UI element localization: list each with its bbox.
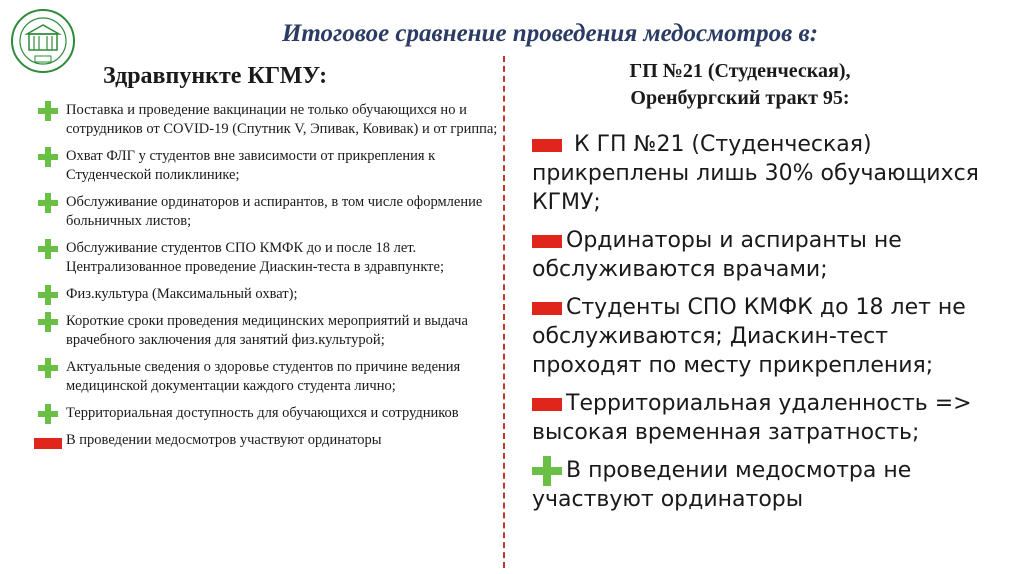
- right-comparison-list: [532, 130, 982, 523]
- green-plus-icon: [38, 147, 58, 167]
- left-column-heading: Здравпункте КГМУ:: [103, 63, 328, 89]
- list-item: [532, 226, 982, 284]
- list-item-text: Студенты СПО КМФК до 18 лет не обслуживаются; Диаскин-тест проходят по месту прикрепления;: [532, 295, 966, 378]
- red-minus-icon: [532, 302, 562, 315]
- list-item-text: Актуальные сведения о здоровье студентов по причине ведения медицинской документации каждого студента лично;: [66, 359, 461, 394]
- list-item-text: В проведении медосмотра не участвуют ординаторы: [532, 458, 912, 512]
- list-item-text: Обслуживание ординаторов и аспирантов, в том числе оформление больничных листов;: [66, 194, 483, 229]
- green-plus-icon: [38, 285, 58, 305]
- green-plus-icon: [38, 101, 58, 121]
- red-minus-icon: [532, 398, 562, 411]
- list-item: [32, 147, 502, 185]
- left-advantages-list: [32, 101, 502, 458]
- list-item: [32, 239, 502, 277]
- list-item-text: В проведении медосмотров участвуют ординаторы: [66, 432, 382, 448]
- red-minus-icon: [34, 438, 62, 449]
- list-item-text: Территориальная удаленность => высокая временная затратность;: [532, 391, 972, 445]
- list-item: [532, 293, 982, 380]
- list-item: [532, 456, 982, 514]
- right-heading-line-1: ГП №21 (Студенческая),: [629, 60, 851, 82]
- green-plus-icon: [38, 404, 58, 424]
- list-item-text: Территориальная доступность для обучающихся и сотрудников: [66, 405, 459, 421]
- list-item: [32, 285, 502, 304]
- list-item: [32, 358, 502, 396]
- list-item-text: Поставка и проведение вакцинации не только обучающихся но и сотрудников от COVID-19 (Спутник V, Эпивак, Ковивак) и от гриппа;: [66, 102, 498, 137]
- red-minus-icon: [532, 139, 562, 152]
- list-item: [32, 101, 502, 139]
- list-item-text: Ординаторы и аспиранты не обслуживаются врачами;: [532, 228, 902, 282]
- list-item: [32, 431, 502, 450]
- list-item: [32, 312, 502, 350]
- list-item-text: Охват ФЛГ у студентов вне зависимости от прикрепления к Студенческой поликлинике;: [66, 148, 436, 183]
- page-title: Итоговое сравнение проведения медосмотров в:: [281, 20, 819, 47]
- green-plus-icon: [38, 239, 58, 259]
- green-plus-icon: [38, 193, 58, 213]
- green-plus-icon: [532, 456, 562, 486]
- green-plus-icon: [38, 312, 58, 332]
- list-item: [32, 404, 502, 423]
- list-item: [532, 130, 982, 217]
- list-item-text: Физ.культура (Максимальный охват);: [66, 286, 298, 302]
- right-heading-line-2: Оренбургский тракт 95:: [630, 87, 850, 109]
- list-item: [32, 193, 502, 231]
- list-item-text: Обслуживание студентов СПО КМФК до и после 18 лет. Централизованное проведение Диаскин-теста в здравпункте;: [66, 240, 444, 275]
- column-divider: [503, 56, 505, 568]
- green-plus-icon: [38, 358, 58, 378]
- university-seal-icon: [10, 6, 76, 76]
- red-minus-icon: [532, 235, 562, 248]
- list-item-text: К ГП №21 (Студенческая) прикреплены лишь 30% обучающихся КГМУ;: [532, 132, 979, 215]
- list-item: [532, 389, 982, 447]
- right-column-heading: [535, 58, 945, 112]
- list-item-text: Короткие сроки проведения медицинских мероприятий и выдача врачебного заключения для занятий физ.культурой;: [66, 313, 468, 348]
